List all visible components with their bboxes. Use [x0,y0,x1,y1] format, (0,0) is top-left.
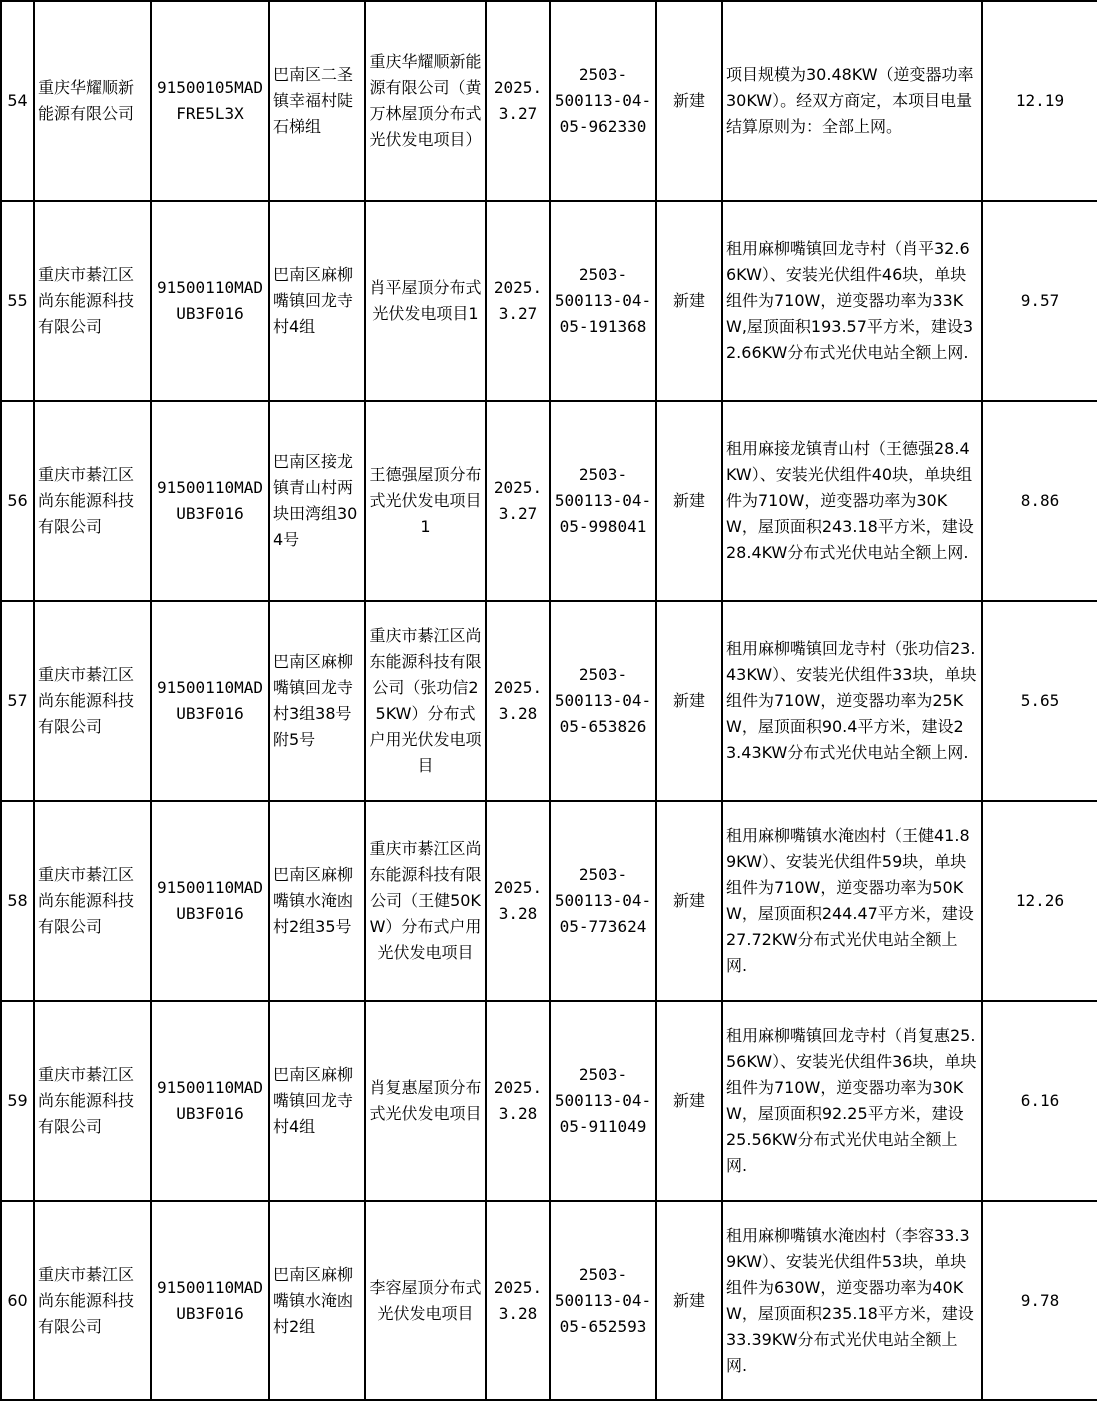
construction-type: 新建 [656,1,722,201]
project-scale: 租用麻接龙镇青山村（王德强28.4KW）、安装光伏组件40块，单块组件为710W，逆变器功率为30KW，屋顶面积243.18平方米，建设28.4KW分布式光伏电站全额上网. [722,401,982,601]
investment-amount: 12.26 [982,801,1097,1001]
company-name: 重庆华耀顺新能源有限公司 [34,1,151,201]
construction-type: 新建 [656,201,722,401]
row-index: 55 [1,201,34,401]
project-location: 巴南区麻柳嘴镇回龙寺村4组 [269,201,365,401]
construction-type: 新建 [656,1001,722,1201]
row-index: 59 [1,1001,34,1201]
company-name: 重庆市綦江区尚东能源科技有限公司 [34,401,151,601]
filing-date: 2025. 3.27 [486,401,550,601]
project-location: 巴南区麻柳嘴镇回龙寺村4组 [269,1001,365,1201]
record-number: 2503- 500113-04- 05-773624 [550,801,656,1001]
filing-date: 2025. 3.28 [486,1201,550,1400]
table-row [1,1201,1097,1400]
project-scale: 租用麻柳嘴镇水淹凼村（李容33.39KW）、安装光伏组件53块，单块组件为630W，逆变器功率为40KW，屋顶面积235.18平方米，建设33.39KW分布式光伏电站全额上网. [722,1201,982,1400]
construction-type: 新建 [656,1201,722,1400]
credit-code: 91500110MAD UB3F016 [151,1201,269,1400]
investment-amount: 12.19 [982,1,1097,201]
construction-type: 新建 [656,401,722,601]
project-name: 重庆华耀顺新能源有限公司（黄万林屋顶分布式光伏发电项目） [365,1,486,201]
record-number: 2503- 500113-04- 05-652593 [550,1201,656,1400]
table-row [1,1,1097,201]
project-scale: 项目规模为30.48KW（逆变器功率30KW）。经双方商定，本项目电量结算原则为：全部上网。 [722,1,982,201]
row-index: 57 [1,601,34,801]
credit-code: 91500110MAD UB3F016 [151,201,269,401]
credit-code: 91500105MAD FRE5L3X [151,1,269,201]
project-name: 王德强屋顶分布式光伏发电项目1 [365,401,486,601]
table-row [1,801,1097,1001]
project-scale: 租用麻柳嘴镇回龙寺村（肖复惠25.56KW）、安装光伏组件36块，单块组件为710W，逆变器功率为30KW，屋顶面积92.25平方米，建设 25.56KW分布式光伏电站全额上网. [722,1001,982,1201]
credit-code: 91500110MAD UB3F016 [151,1001,269,1201]
project-name: 重庆市綦江区尚东能源科技有限公司（张功信25KW）分布式户用光伏发电项目 [365,601,486,801]
project-scale: 租用麻柳嘴镇回龙寺村（肖平32.66KW）、安装光伏组件46块，单块组件为710W，逆变器功率为33KW,屋顶面积193.57平方米，建设32.66KW分布式光伏电站全额上网. [722,201,982,401]
company-name: 重庆市綦江区尚东能源科技有限公司 [34,1201,151,1400]
project-location: 巴南区二圣镇幸福村陡石梯组 [269,1,365,201]
filing-date: 2025. 3.27 [486,1,550,201]
project-scale: 租用麻柳嘴镇水淹凼村（王健41.89KW）、安装光伏组件59块，单块组件为710W，逆变器功率为50KW，屋顶面积244.47平方米，建设27.72KW分布式光伏电站全额上网. [722,801,982,1001]
company-name: 重庆市綦江区尚东能源科技有限公司 [34,801,151,1001]
project-name: 肖平屋顶分布式光伏发电项目1 [365,201,486,401]
row-index: 60 [1,1201,34,1400]
table-row [1,201,1097,401]
project-location: 巴南区麻柳嘴镇水淹凼村2组35号 [269,801,365,1001]
credit-code: 91500110MAD UB3F016 [151,801,269,1001]
record-number: 2503- 500113-04- 05-962330 [550,1,656,201]
project-name: 重庆市綦江区尚东能源科技有限公司（王健50KW）分布式户用光伏发电项目 [365,801,486,1001]
credit-code: 91500110MAD UB3F016 [151,401,269,601]
investment-amount: 9.57 [982,201,1097,401]
construction-type: 新建 [656,801,722,1001]
project-location: 巴南区麻柳嘴镇回龙寺村3组38号附5号 [269,601,365,801]
record-number: 2503- 500113-04- 05-911049 [550,1001,656,1201]
company-name: 重庆市綦江区尚东能源科技有限公司 [34,601,151,801]
investment-amount: 8.86 [982,401,1097,601]
credit-code: 91500110MAD UB3F016 [151,601,269,801]
table-row [1,401,1097,601]
table-row [1,1001,1097,1201]
project-location: 巴南区麻柳嘴镇水淹凼村2组 [269,1201,365,1400]
company-name: 重庆市綦江区尚东能源科技有限公司 [34,201,151,401]
investment-amount: 5.65 [982,601,1097,801]
row-index: 58 [1,801,34,1001]
record-number: 2503- 500113-04- 05-653826 [550,601,656,801]
construction-type: 新建 [656,601,722,801]
project-name: 李容屋顶分布式光伏发电项目 [365,1201,486,1400]
project-name: 肖复惠屋顶分布式光伏发电项目 [365,1001,486,1201]
record-number: 2503- 500113-04- 05-998041 [550,401,656,601]
table-body [1,1,1097,1400]
filing-date: 2025. 3.28 [486,601,550,801]
table-row [1,601,1097,801]
row-index: 56 [1,401,34,601]
filing-date: 2025. 3.28 [486,801,550,1001]
investment-amount: 6.16 [982,1001,1097,1201]
record-number: 2503- 500113-04- 05-191368 [550,201,656,401]
project-location: 巴南区接龙镇青山村两块田湾组304号 [269,401,365,601]
row-index: 54 [1,1,34,201]
company-name: 重庆市綦江区尚东能源科技有限公司 [34,1001,151,1201]
project-scale: 租用麻柳嘴镇回龙寺村（张功信23.43KW）、安装光伏组件33块，单块组件为710W，逆变器功率为25KW，屋顶面积90.4平方米，建设23.43KW分布式光伏电站全额上网. [722,601,982,801]
filing-date: 2025. 3.27 [486,201,550,401]
investment-amount: 9.78 [982,1201,1097,1400]
filing-date: 2025. 3.28 [486,1001,550,1201]
